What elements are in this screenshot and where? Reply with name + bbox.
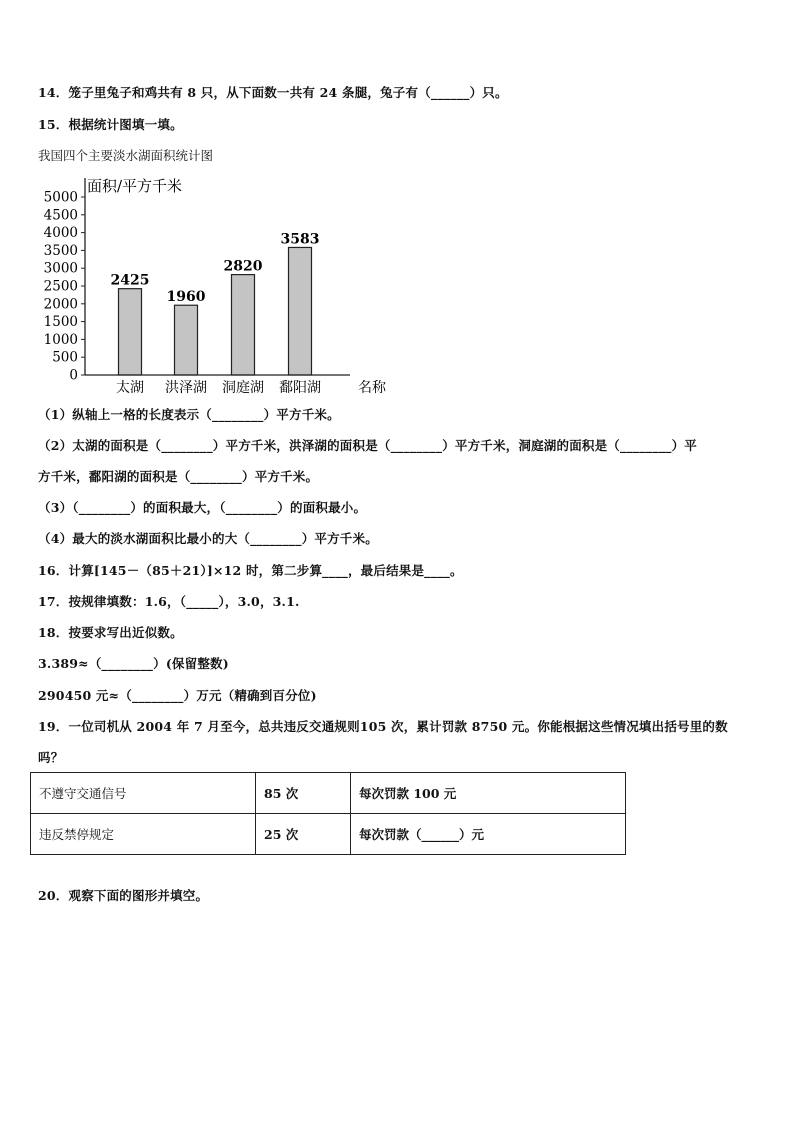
bar (119, 289, 142, 375)
chart-title: 我国四个主要淡水湖面积统计图 (38, 148, 214, 163)
y-tick-label: 2500 (43, 278, 78, 295)
y-tick-label: 5000 (43, 189, 78, 206)
y-tick-label: 4500 (43, 207, 78, 224)
data-label: 1960 (166, 289, 206, 306)
question-19-line2: 吗？ (38, 750, 64, 765)
y-axis-ticks (44, 190, 85, 384)
x-axis-categories (116, 379, 321, 396)
question-17: 17．按规律填数：1.6，（_____），3.0，3.1. (38, 594, 300, 609)
question-15-part2-line1: （2）太湖的面积是（________）平方千米，洪泽湖的面积是（________）平方千米，洞庭湖的面积是（________）平 (38, 438, 697, 453)
question-19-line1: 19．一位司机从 2004 年 7 月至今，总共违反交通规则105 次，累计罚款 8750 元。你能根据这些情况填出括号里的数 (38, 719, 728, 734)
table-row (31, 814, 626, 855)
count-cell: 85 次 (256, 773, 351, 814)
question-18: 18．按要求写出近似数。 (38, 625, 183, 640)
category-label: 洞庭湖 (222, 380, 264, 396)
question-14: 14．笼子里兔子和鸡共有 8 只，从下面数一共有 24 条腿，兔子有（______）只。 (38, 85, 508, 100)
question-15: 15．根据统计图填一填。 (38, 117, 183, 132)
question-15-part2-line2: 方千米，鄱阳湖的面积是（________）平方千米。 (38, 469, 319, 484)
lake-area-bar-chart (38, 166, 398, 398)
y-tick-label: 0 (69, 367, 78, 384)
y-tick-label: 3000 (43, 260, 78, 277)
data-label: 2820 (223, 258, 263, 275)
question-18-a: 3.389≈（________）(保留整数) (38, 656, 229, 671)
category-label: 太湖 (116, 380, 144, 396)
question-20: 20．观察下面的图形并填空。 (38, 888, 209, 903)
rule-cell: 不遵守交通信号 (31, 773, 256, 814)
y-tick-label: 1000 (43, 331, 78, 348)
question-15-part4: （4）最大的淡水湖面积比最小的大（________）平方千米。 (38, 531, 378, 546)
y-tick-label: 1500 (43, 314, 78, 331)
y-tick-label: 4000 (43, 225, 78, 242)
rule-cell: 违反禁停规定 (31, 814, 256, 855)
question-16: 16．计算[145－（85＋21）]×12 时，第二步算____，最后结果是____。 (38, 563, 463, 578)
count-cell: 25 次 (256, 814, 351, 855)
question-18-b: 290450 元≈（________）万元（精确到百分位) (38, 688, 317, 703)
bar (232, 275, 255, 375)
bar (175, 305, 198, 375)
data-label: 2425 (110, 272, 150, 289)
question-15-part1: （1）纵轴上一格的长度表示（________）平方千米。 (38, 407, 340, 422)
category-label: 鄱阳湖 (279, 380, 321, 396)
fine-cell: 每次罚款（______）元 (351, 814, 626, 855)
data-label: 3583 (280, 231, 320, 248)
y-tick-label: 500 (52, 349, 78, 366)
category-label: 洪泽湖 (165, 380, 207, 396)
y-tick-label: 3500 (43, 242, 78, 259)
table-row (31, 773, 626, 814)
bars (111, 231, 320, 375)
traffic-violation-table (30, 772, 626, 855)
question-15-part3: （3）（________）的面积最大，（________）的面积最小。 (38, 500, 367, 515)
y-tick-label: 2000 (43, 296, 78, 313)
fine-cell: 每次罚款 100 元 (351, 773, 626, 814)
y-axis-label: 面积/平方千米 (87, 177, 183, 195)
bar (289, 247, 312, 375)
x-axis-label: 名称 (358, 380, 386, 396)
